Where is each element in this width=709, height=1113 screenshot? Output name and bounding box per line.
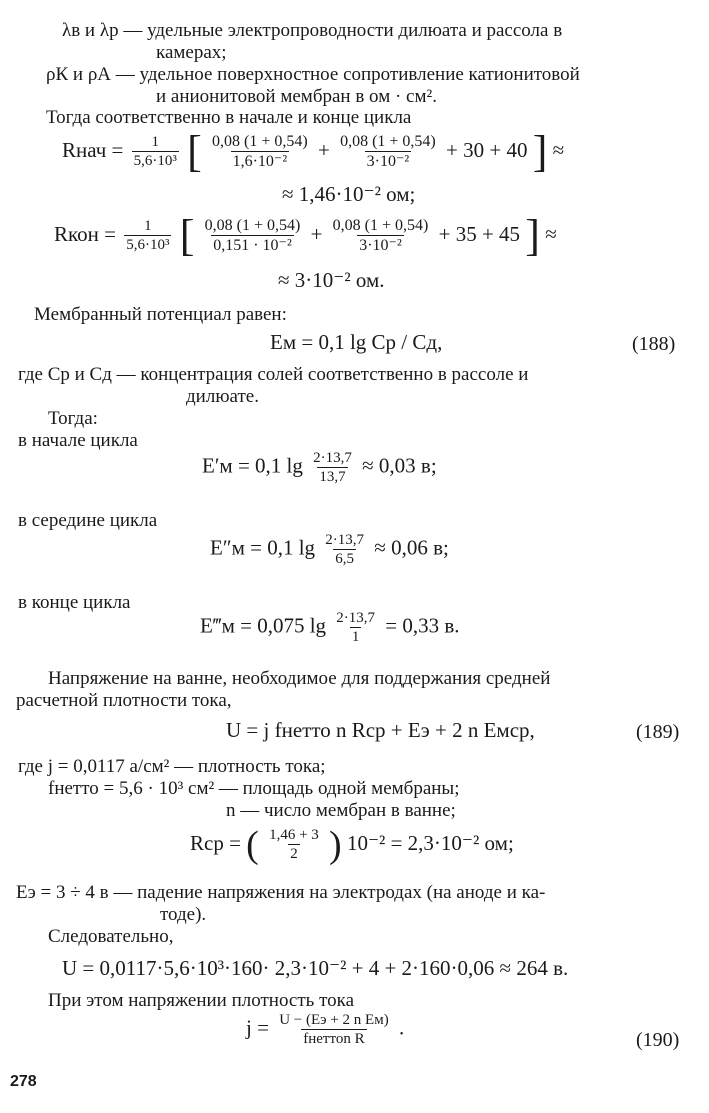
- equation-number: (190): [636, 1029, 680, 1051]
- text-line: и анионитовой мембран в ом · см².: [156, 86, 437, 107]
- fraction-denominator: 3·10⁻²: [359, 236, 402, 254]
- text-line: в конце цикла: [18, 592, 131, 613]
- text-line: камерах;: [156, 42, 227, 63]
- left-paren: (: [246, 824, 259, 866]
- equation-number: (189): [636, 721, 680, 743]
- formula-em-end: [200, 610, 460, 646]
- formula-lhs: Rнач =: [62, 137, 124, 162]
- left-bracket: [: [179, 211, 195, 260]
- formula-result: ≈ 0,06 в;: [374, 535, 449, 560]
- fraction-numerator: 1: [151, 134, 160, 151]
- fraction-denominator: 0,151 · 10⁻²: [213, 236, 292, 254]
- formula-result: ≈ 3·10⁻² ом.: [278, 268, 385, 292]
- formula-membrane-potential: Eм = 0,1 lg Cр / Cд,: [270, 330, 443, 354]
- fraction-numerator: 0,08 (1 + 0,54): [332, 217, 429, 235]
- text-line: При этом напряжении плотность тока: [48, 990, 355, 1011]
- formula-result: ≈ 0,03 в;: [362, 453, 437, 478]
- text-line: n — число мембран в ванне;: [226, 800, 456, 821]
- right-bracket: ]: [532, 127, 548, 176]
- text-line: Eэ = 3 ÷ 4 в — падение напряжения на электродах (на аноде и ка-: [16, 882, 546, 903]
- formula-em-start: [202, 450, 437, 486]
- fraction-numerator: 0,08 (1 + 0,54): [340, 133, 436, 151]
- formula-em-middle: [210, 532, 449, 568]
- formula-result: ≈ 1,46·10⁻² ом;: [282, 182, 416, 206]
- fraction-numerator: 1: [144, 218, 152, 235]
- formula-result: 10⁻² = 2,3·10⁻² ом;: [346, 830, 514, 855]
- right-bracket: ]: [525, 211, 540, 260]
- fraction-denominator: 5,6·10³: [133, 152, 177, 169]
- formula-voltage-calc: U = 0,0117·5,6·10³·160· 2,3·10⁻² + 4 + 2·160·0,06 ≈ 264 в.: [62, 956, 569, 980]
- formula-lhs: Rср =: [190, 830, 241, 855]
- fraction-denominator: 2: [290, 845, 298, 862]
- formula-r-end: Rкон = $\frac{1}{\text{5,6·10³}}$ [ $\frac{0,08 (1 + 0,54)}{\text{0,151 · 10⁻²}}$ + $\frac{0,08 (1 + 0,54)}{\text{3·10⁻²}}$ + 35 + 45 ] ≈: [54, 211, 557, 260]
- fraction-numerator: 0,08 (1 + 0,54): [204, 217, 301, 235]
- text-line: где Cр и Cд — концентрация солей соответственно в рассоле и: [18, 364, 529, 385]
- formula-r-average: [190, 826, 514, 864]
- equation-number: (188): [632, 333, 676, 355]
- fraction-denominator: fнеттоn R: [303, 1030, 365, 1047]
- fraction-denominator: 1: [351, 628, 360, 645]
- text-line: Напряжение на ванне, необходимое для поддержания средней: [48, 668, 551, 689]
- fraction-numerator: 2·13,7: [325, 532, 365, 548]
- text-line: Мембранный потенциал равен:: [34, 304, 287, 325]
- formula-r-start: Rнач = $\frac{1}{\text{5,6·10³}}$ [ $\frac{0,08 (1 + 0,54)}{\text{1,6·10⁻²}}$ + $\frac{0,08 (1 + 0,54)}{\text{3·10⁻²}}$ + 30 + 40 ] ≈: [62, 127, 565, 176]
- text-line: ρК и ρА — удельное поверхностное сопротивление катионитовой: [46, 64, 580, 85]
- text-line: в начале цикла: [18, 430, 138, 451]
- fraction-denominator: 13,7: [319, 468, 346, 485]
- text-line: в середине цикла: [18, 510, 158, 531]
- text-line: Тогда соответственно в начале и конце цикла: [46, 107, 412, 128]
- formula-lhs: j =: [246, 1015, 269, 1040]
- fraction-numerator: 0,08 (1 + 0,54): [212, 133, 308, 151]
- text-line: дилюате.: [186, 386, 259, 407]
- text-line: где j = 0,0117 а/см² — плотность тока;: [18, 756, 326, 777]
- formula-result: = 0,33 в.: [385, 613, 460, 638]
- text-line: Следовательно,: [48, 926, 174, 947]
- fraction-denominator: 6,5: [335, 550, 355, 567]
- fraction-numerator: U − (Eэ + 2 n Eм): [279, 1012, 389, 1028]
- fraction-numerator: 2·13,7: [313, 450, 352, 466]
- formula-voltage: U = j fнетто n Rср + Eэ + 2 n Eмср,: [226, 718, 535, 742]
- formula-tail: + 35 + 45: [438, 221, 521, 246]
- fraction-denominator: 3·10⁻²: [366, 152, 410, 170]
- text-line: расчетной плотности тока,: [16, 690, 232, 711]
- formula-lhs: E′м = 0,1 lg: [202, 453, 303, 478]
- fraction-denominator: 5,6·10³: [126, 236, 170, 253]
- text-line: fнетто = 5,6 · 10³ см² — площадь одной мембраны;: [48, 778, 460, 799]
- formula-lhs: Rкон =: [54, 221, 116, 246]
- fraction-denominator: 1,6·10⁻²: [232, 152, 288, 170]
- left-bracket: [: [187, 127, 202, 176]
- text-line: λв и λр — удельные электропроводности дилюата и рассола в: [62, 20, 563, 41]
- formula-current-density: j = $\frac{\text{U − (Eэ + 2 n Eм)}}{\text{fнеттоn R}}$ .: [246, 1012, 405, 1047]
- text-line: тоде).: [160, 904, 207, 925]
- text-line: Тогда:: [48, 408, 98, 429]
- formula-tail: + 30 + 40: [446, 137, 528, 162]
- fraction-numerator: 1,46 + 3: [269, 827, 319, 844]
- formula-lhs: E‴м = 0,075 lg: [200, 613, 327, 638]
- page-number: 278: [10, 1073, 37, 1090]
- right-paren: ): [329, 824, 342, 866]
- fraction-numerator: 2·13,7: [336, 610, 376, 626]
- formula-lhs: E″м = 0,1 lg: [210, 535, 316, 560]
